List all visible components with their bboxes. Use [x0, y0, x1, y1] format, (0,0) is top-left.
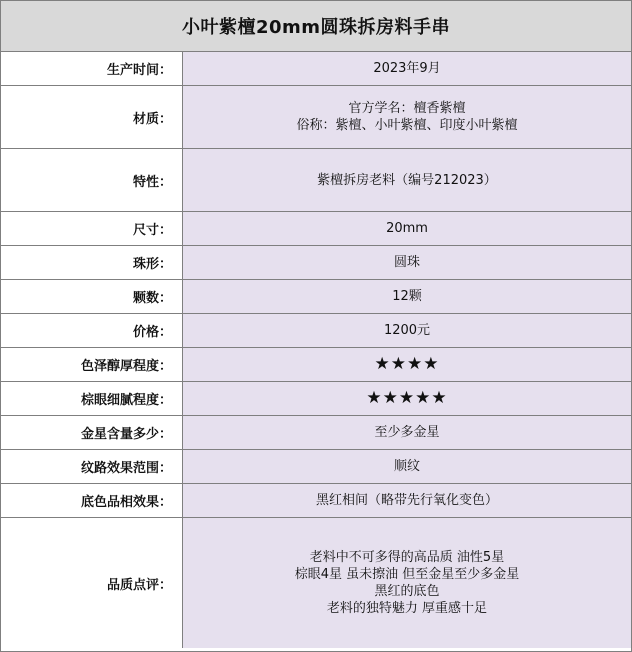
value-size: [183, 212, 631, 245]
value-grain-range: [183, 450, 631, 483]
label-bead-count: 颗数：: [1, 280, 183, 313]
row-bead-count: [1, 280, 631, 314]
value-characteristic: [183, 149, 631, 211]
value-line: 顺纹: [393, 459, 420, 474]
row-gold-star-amount: [1, 416, 631, 450]
table-title: 小叶紫檀20mm圆珠拆房料手串: [1, 1, 631, 52]
value-line: 棕眼4星 虽未擦油 但至金星至少多金星: [294, 567, 520, 582]
value-pore-fineness: [183, 382, 631, 415]
value-line: 俗称：紫檀、小叶紫檀、印度小叶紫檀: [296, 118, 518, 133]
value-material: [183, 86, 631, 148]
row-bead-shape: [1, 246, 631, 280]
value-base-color: [183, 484, 631, 517]
row-quality-review: [1, 518, 631, 648]
label-base-color: 底色品相效果：: [1, 484, 183, 517]
row-base-color: [1, 484, 631, 518]
label-grain-range: 纹路效果范围：: [1, 450, 183, 483]
row-color-richness: [1, 348, 631, 382]
row-production-time: [1, 52, 631, 86]
label-material: 材质：: [1, 86, 183, 148]
value-line: 至少多金星: [374, 425, 440, 440]
label-gold-star-amount: 金星含量多少：: [1, 416, 183, 449]
value-gold-star-amount: [183, 416, 631, 449]
value-bead-count: [183, 280, 631, 313]
label-color-richness: 色泽醇厚程度：: [1, 348, 183, 381]
label-production-time: 生产时间：: [1, 52, 183, 85]
label-bead-shape: 珠形：: [1, 246, 183, 279]
value-line: 老料中不可多得的高品质 油性5星: [309, 550, 505, 565]
value-line: 12颗: [392, 289, 422, 304]
value-line: 圆珠: [393, 255, 420, 270]
row-price: [1, 314, 631, 348]
row-size: [1, 212, 631, 246]
value-price: [183, 314, 631, 347]
row-characteristic: [1, 149, 631, 212]
label-characteristic: 特性：: [1, 149, 183, 211]
star-rating-icon: ★★★★: [374, 354, 440, 374]
value-line: 紫檀拆房老料（编号212023）: [317, 172, 497, 188]
label-price: 价格：: [1, 314, 183, 347]
row-material: [1, 86, 631, 149]
value-line: 官方学名：檀香紫檀: [348, 101, 466, 116]
value-bead-shape: [183, 246, 631, 279]
value-line: 黑红的底色: [374, 584, 440, 599]
value-quality-review: [183, 518, 631, 648]
value-production-time: [183, 52, 631, 85]
label-quality-review: 品质点评：: [1, 518, 183, 648]
value-line: 2023年9月: [373, 61, 441, 76]
row-pore-fineness: [1, 382, 631, 416]
value-line: 20mm: [386, 221, 428, 236]
star-rating-icon: ★★★★★: [366, 388, 448, 408]
value-line: 黑红相间（略带先行氧化变色）: [315, 493, 498, 508]
value-color-richness: [183, 348, 631, 381]
label-size: 尺寸：: [1, 212, 183, 245]
label-pore-fineness: 棕眼细腻程度：: [1, 382, 183, 415]
value-line: 老料的独特魅力 厚重感十足: [326, 601, 488, 616]
row-grain-range: [1, 450, 631, 484]
value-line: 1200元: [383, 323, 431, 338]
